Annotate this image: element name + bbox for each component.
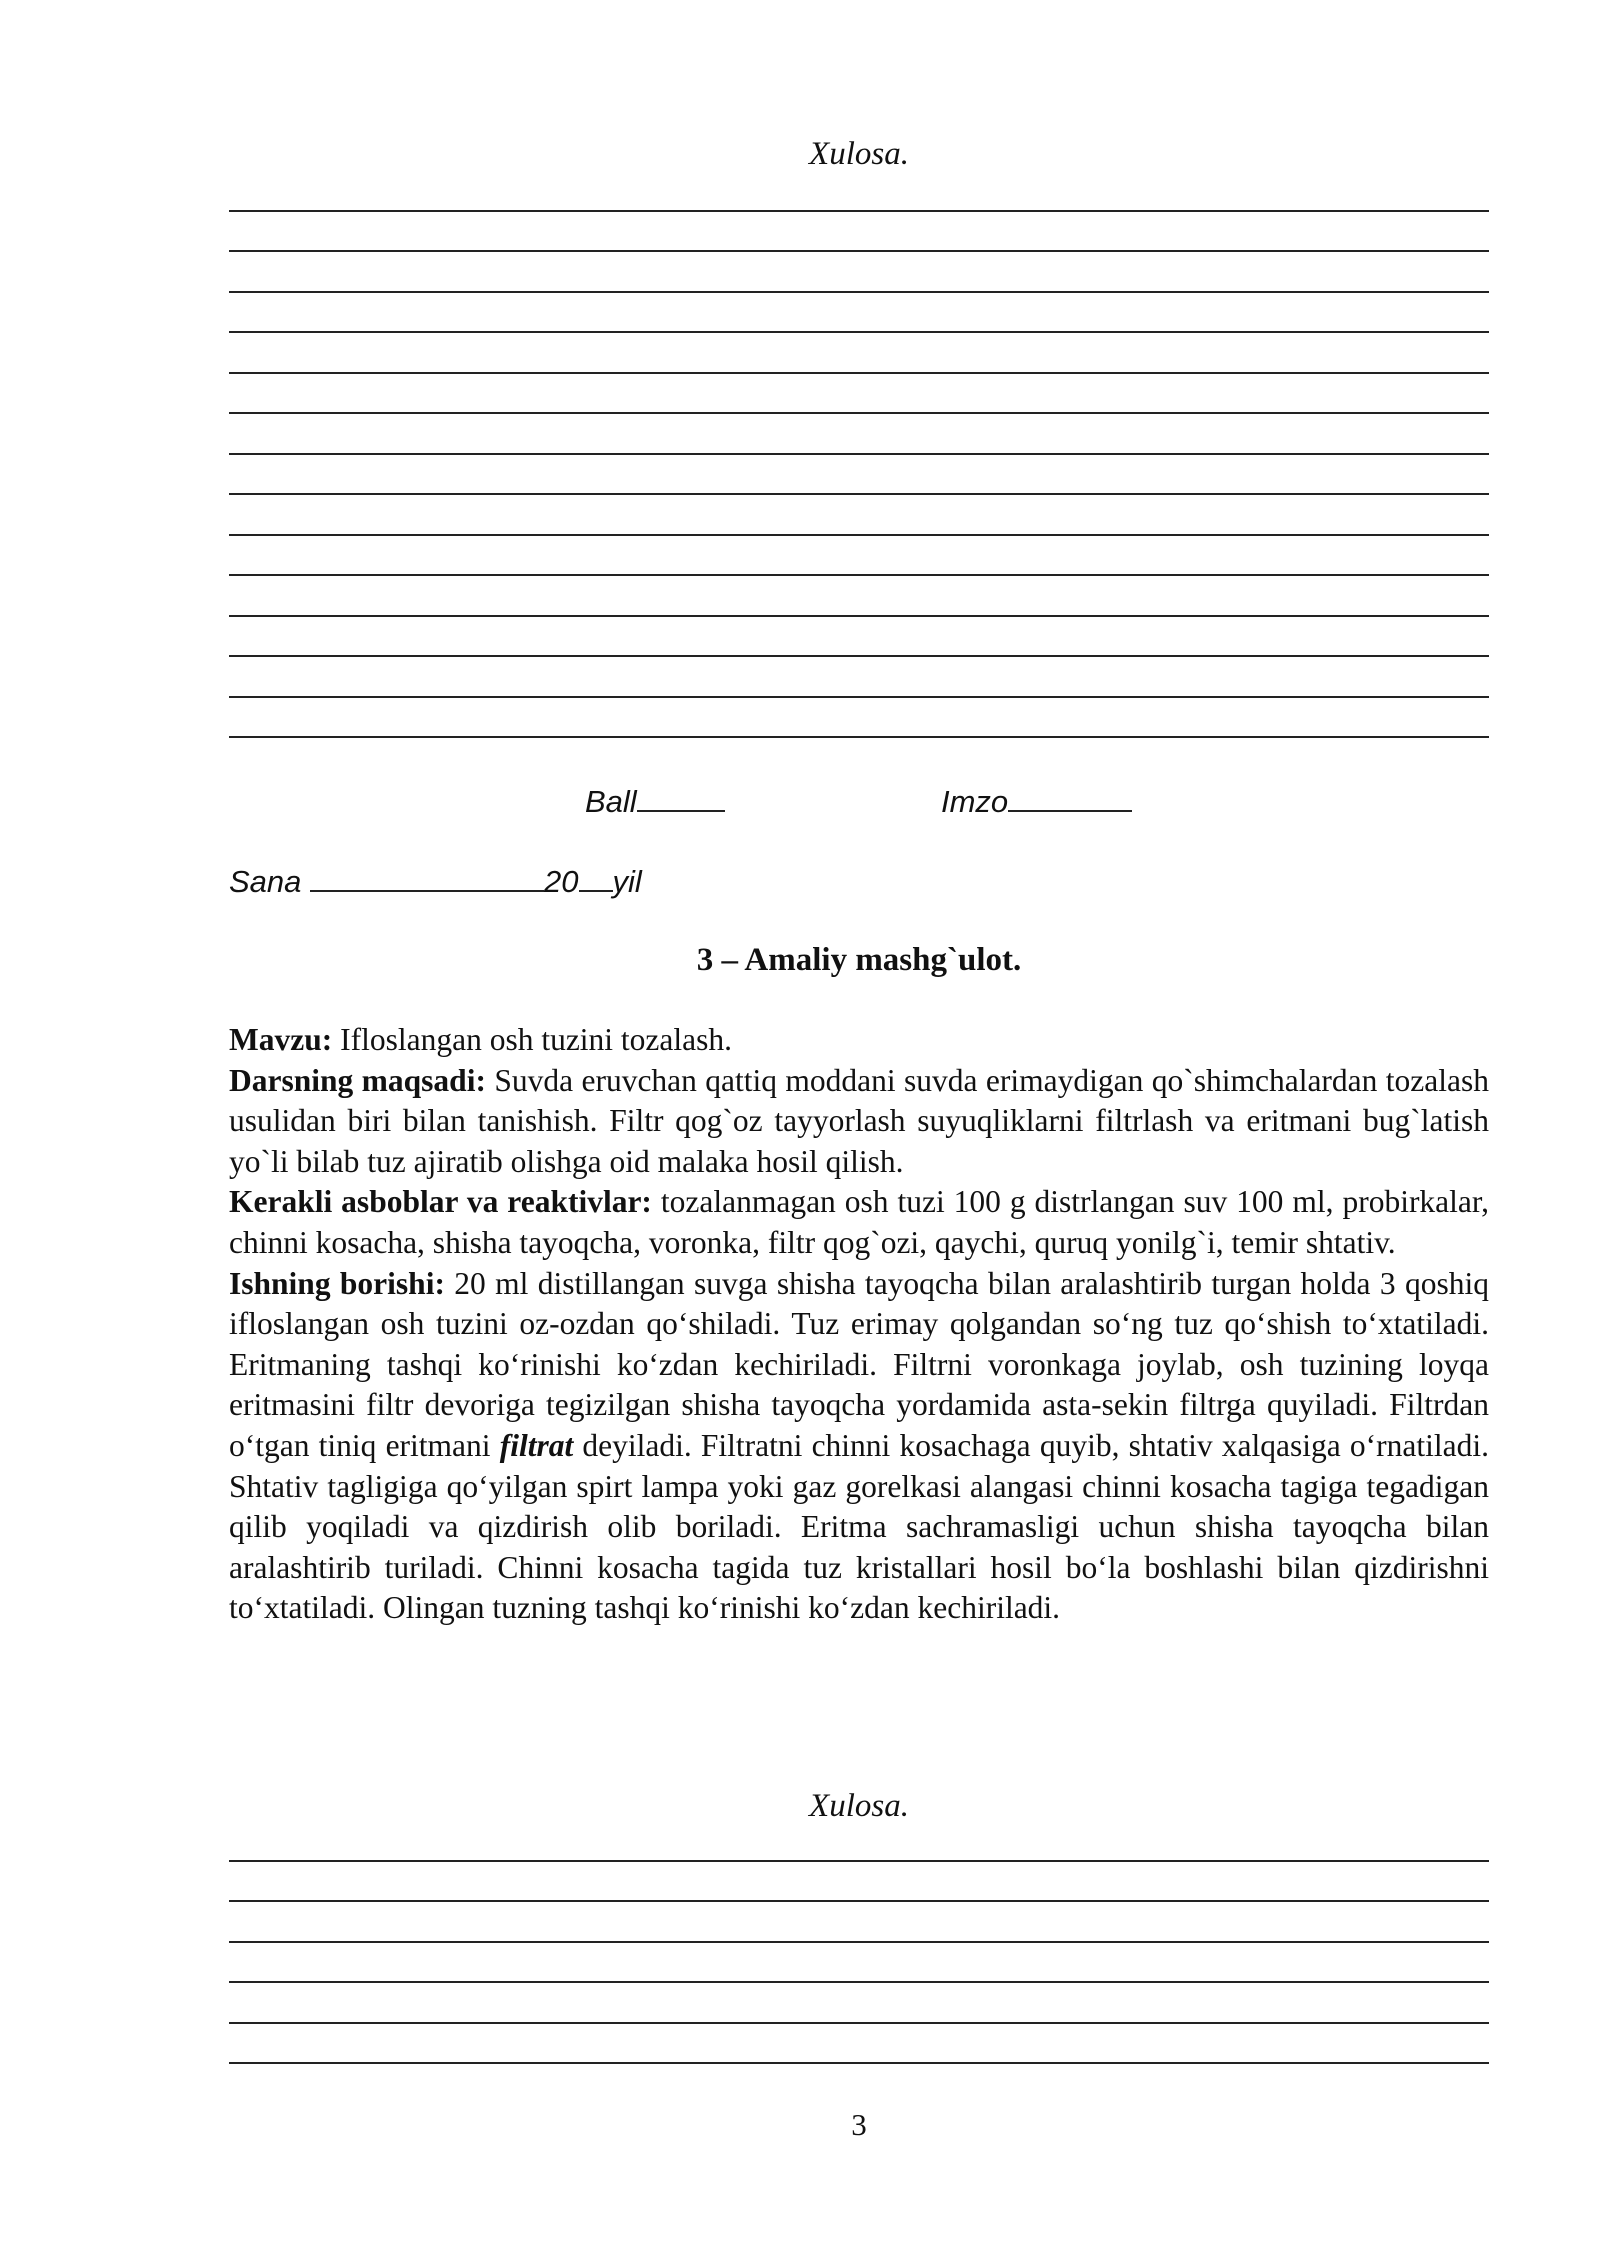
sana-field [229,860,642,902]
goal-text: Suvda eruvchan qattiq moddani suvda erimaydigan qo`shimchalardan tozalash usulidan biri bilan tanishish. Filtr qog`oz tayyorlash suyuqliklarni filtrlash va eritmani bug`latish yo`li bilab tuz ajiratib olishga oid malaka hosil qilish. [229,1062,1489,1179]
answer-line [229,412,1489,414]
sana-label: Sana [229,864,302,899]
procedure-text-2: deyiladi. Filtratni chinni kosachaga quyib, shtativ xalqasiga o‘rnatiladi. Shtativ tagligiga qo‘yilgan spirt lampa yoki gaz gorelkasi alangasi chinni kosacha tagiga tegadigan qilib yoqiladi va qizdirish olib boriladi. Eritma sachramasligi uchun shisha tayoqcha bilan aralashtirib turiladi. Chinni kosacha tagida tuz kristallari hosil bo‘la boshlashi bilan qizdirishni to‘xtatiladi. Olingan tuzning tashqi ko‘rinishi ko‘zdan kechiriladi. [229,1427,1489,1626]
answer-line [229,2062,1489,2064]
equipment-paragraph [229,1182,1489,1263]
ball-label: Ball [585,784,637,819]
topic-paragraph [229,1020,1489,1061]
answer-line [229,1981,1489,1983]
answer-line [229,1941,1489,1943]
conclusion-heading-1: Xulosa. [809,136,909,172]
year-suffix: yil [612,864,642,899]
goal-label: Darsning maqsadi: [229,1062,486,1098]
goal-paragraph [229,1061,1489,1183]
answer-line [229,1860,1489,1862]
equipment-text: tozalanmagan osh tuzi 100 g distrlangan suv 100 ml, probirkalar, chinni kosacha, shisha tayoqcha, voronka, filtr qog`ozi, qaychi, quruq yonilg`i, temir shtativ. [229,1184,1490,1260]
answer-line [229,331,1489,333]
answer-line [229,736,1489,738]
ball-blank [637,780,725,812]
imzo-blank [1008,780,1132,812]
answer-line [229,493,1489,495]
sana-blank [310,860,544,892]
topic-text: Ifloslangan osh tuzini tozalash. [332,1022,733,1057]
imzo-label: Imzo [941,784,1009,819]
page-number: 3 [851,2107,867,2142]
answer-line [229,210,1489,212]
answer-line [229,372,1489,374]
answer-line [229,250,1489,252]
procedure-text-1: 20 ml distillangan suvga shisha tayoqcha bilan aralashtirib turgan holda 3 qoshiq ifloslangan osh tuzini oz-ozdan qo‘shiladi. Tuz erimay qolgandan so‘ng tuz qo‘shish to‘xtatiladi. Eritmaning tashqi ko‘rinishi ko‘zdan kechiriladi. Filtrni voronkaga joylab, osh tuzining loyqa eritmasini filtr devoriga tegizilgan shisha tayoqcha yordamida asta-sekin filtrga quyiladi. Filtrdan o‘tgan tiniq eritmani [229,1265,1489,1463]
answer-line [229,2022,1489,2024]
answer-line [229,453,1489,455]
procedure-paragraph [229,1264,1489,1629]
ball-field [585,780,725,822]
topic-label: Mavzu: [229,1022,333,1057]
answer-line [229,534,1489,536]
year-blank [579,860,613,892]
section-title: 3 – Amaliy mashg`ulot. [696,942,1022,978]
filtrat-term: filtrat [499,1427,574,1463]
answer-line [229,655,1489,657]
conclusion-heading-2: Xulosa. [809,1788,909,1824]
answer-line [229,1900,1489,1902]
answer-line [229,291,1489,293]
answer-line [229,615,1489,617]
answer-line [229,696,1489,698]
lesson-body [229,1020,1489,1629]
imzo-field [941,780,1132,822]
procedure-label: Ishning borishi: [229,1265,445,1301]
equipment-label: Kerakli asboblar va reaktivlar: [229,1184,652,1220]
document-page [229,0,1489,2262]
year-prefix: 20 [544,864,579,899]
answer-line [229,574,1489,576]
